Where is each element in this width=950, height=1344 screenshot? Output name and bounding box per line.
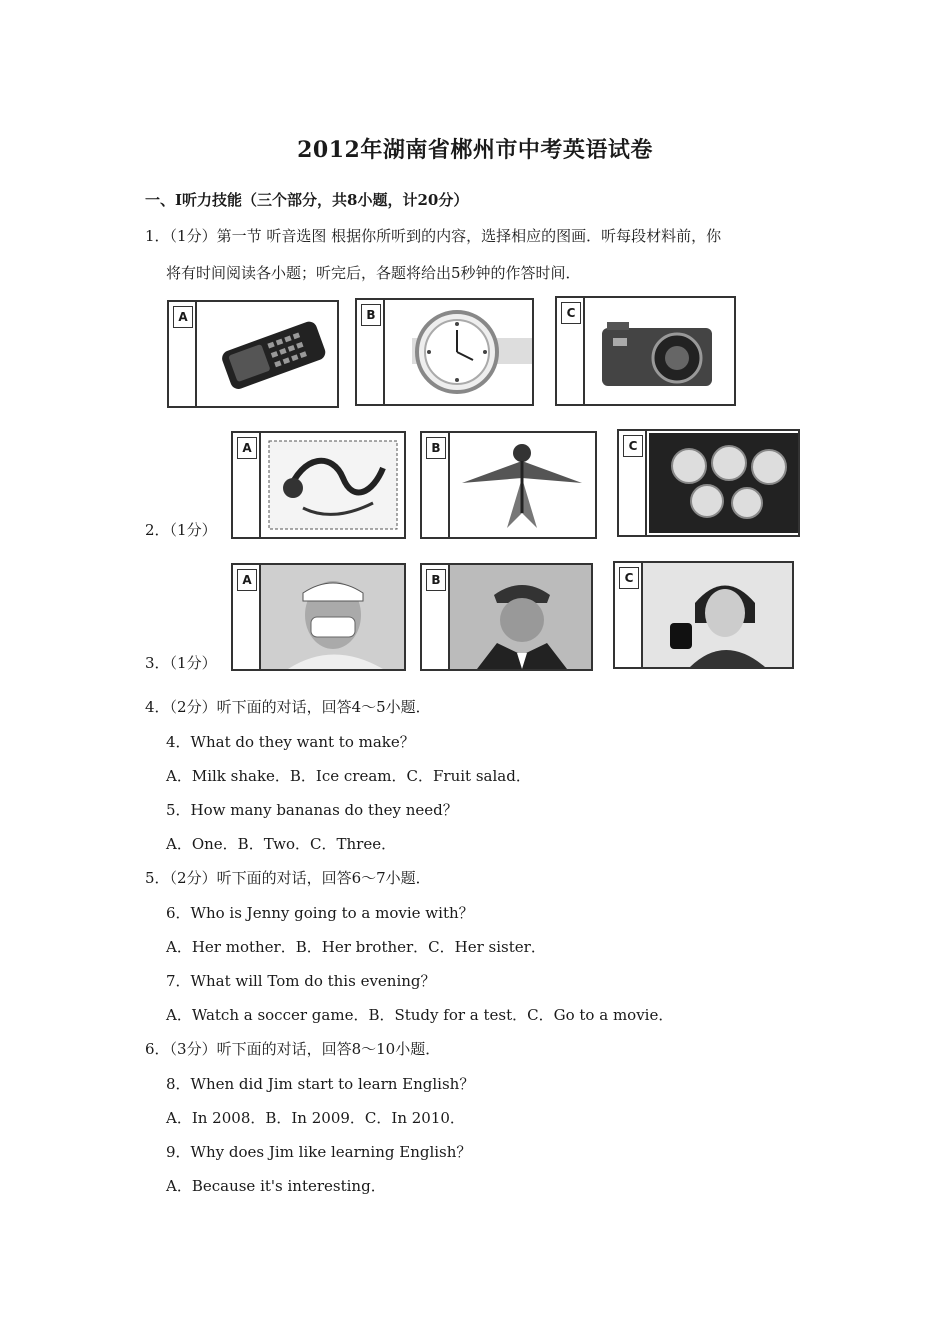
mobile-phone-icon: [169, 302, 337, 406]
q3-option-a-picture: [231, 563, 406, 671]
kite-icon: [422, 433, 595, 537]
option-label: A: [237, 437, 257, 459]
reporter-icon: [615, 563, 792, 667]
q5-sub1-options: A．Her mother．B．Her brother．C．Her sister．: [166, 938, 546, 956]
option-label: B: [426, 437, 446, 459]
q5-sub1-question: 6．Who is Jenny going to a movie with？: [166, 904, 474, 922]
option-label: B: [426, 569, 446, 591]
section-heading: 一、Ⅰ听力技能（三个部分，共8小题，计20分）: [145, 191, 469, 209]
q4-sub1-options: A．Milk shake．B．Ice cream．C．Fruit salad．: [166, 767, 531, 785]
dragon-stamp-icon: [233, 433, 404, 537]
q6-sub1-options: A．In 2008．B．In 2009．C．In 2010．: [166, 1109, 465, 1127]
q3-option-b-picture: [420, 563, 593, 671]
q2-option-b-picture: [420, 431, 597, 539]
exam-title: 2012年湖南省郴州市中考英语试卷: [297, 137, 653, 163]
q6-sub2-question: 9．Why does Jim like learning English？: [166, 1143, 472, 1161]
q3-number: 3．（1分）: [145, 654, 217, 672]
q1-line2: 将有时间阅读各小题；听完后，各题将给出5秒钟的作答时间．: [166, 264, 581, 282]
q2-option-c-picture: [617, 429, 800, 537]
q4-stem: 4．（2分）听下面的对话，回答4～5小题．: [145, 698, 431, 716]
option-label: C: [623, 435, 643, 457]
nurse-icon: [233, 565, 404, 669]
q1-line1: 1．（1分）第一节 听音选图 根据你所听到的内容，选择相应的图画．听每段材料前，你: [145, 227, 722, 245]
police-officer-icon: [422, 565, 591, 669]
q5-sub2-question: 7．What will Tom do this evening？: [166, 972, 436, 990]
option-label: A: [237, 569, 257, 591]
q5-stem: 5．（2分）听下面的对话，回答6～7小题．: [145, 869, 431, 887]
option-label: B: [361, 304, 381, 326]
q4-sub2-question: 5．How many bananas do they need？: [166, 801, 458, 819]
camera-icon: [557, 298, 734, 404]
q1-option-b-picture: [355, 298, 534, 406]
q2-option-a-picture: [231, 431, 406, 539]
coins-icon: [619, 431, 798, 535]
q6-sub1-question: 8．When did Jim start to learn English？: [166, 1075, 475, 1093]
q1-option-a-picture: [167, 300, 339, 408]
q5-sub2-options: A．Watch a soccer game．B．Study for a test．C．Go to a movie．: [166, 1006, 674, 1024]
wristwatch-icon: [357, 300, 532, 404]
q1-option-c-picture: [555, 296, 736, 406]
option-label: C: [619, 567, 639, 589]
q4-sub2-options: A．One．B．Two．C．Three．: [166, 835, 397, 853]
q2-number: 2．（1分）: [145, 521, 217, 539]
q4-sub1-question: 4．What do they want to make？: [166, 733, 415, 751]
q3-option-c-picture: [613, 561, 794, 669]
option-label: A: [173, 306, 193, 328]
option-label: C: [561, 302, 581, 324]
q6-stem: 6．（3分）听下面的对话，回答8～10小题．: [145, 1040, 441, 1058]
q6-sub2-options: A．Because it's interesting．: [166, 1177, 386, 1195]
